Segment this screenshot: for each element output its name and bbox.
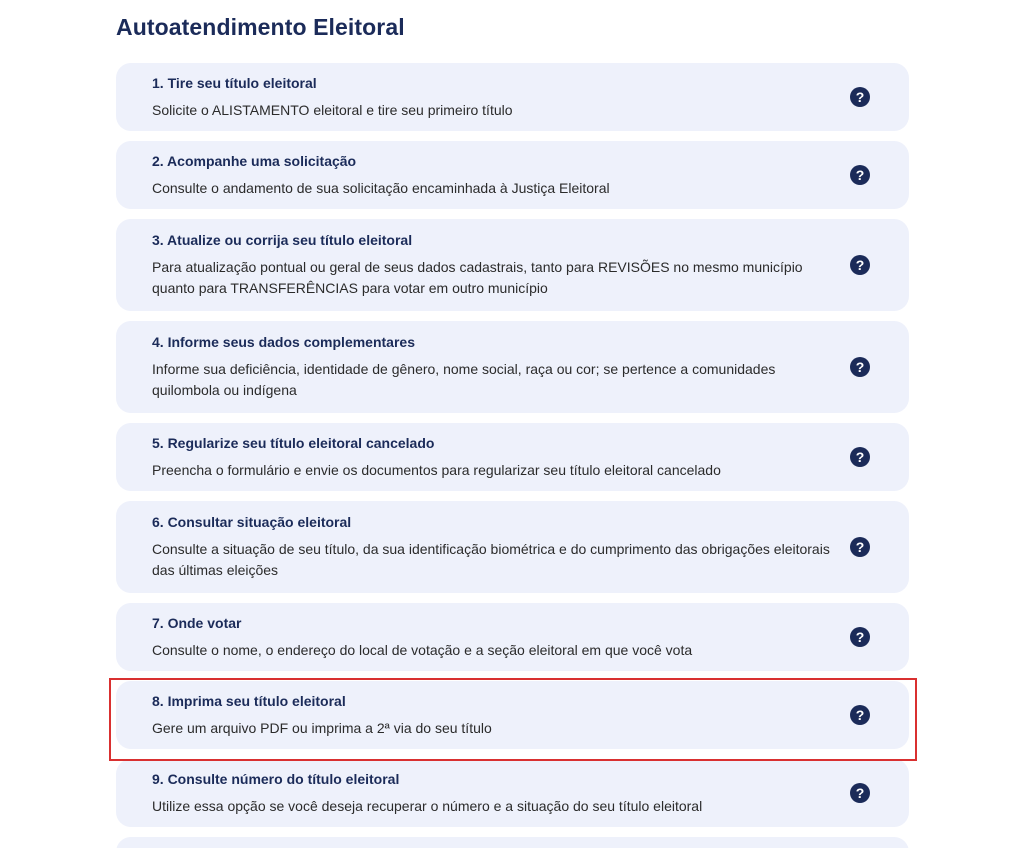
question-circle-icon[interactable]: ? [850, 357, 870, 377]
question-circle-icon[interactable]: ? [850, 255, 870, 275]
service-card-acompanhe-solicitacao[interactable] [116, 141, 909, 209]
service-title: 4. Informe seus dados complementares [152, 334, 415, 350]
service-description: Gere um arquivo PDF ou imprima a 2ª via do seu título [152, 720, 492, 736]
service-card-next-partial[interactable] [116, 837, 909, 848]
service-title: 2. Acompanhe uma solicitação [152, 153, 357, 169]
page-title: Autoatendimento Eleitoral [116, 14, 405, 40]
service-title: 9. Consulte número do título eleitoral [152, 771, 400, 787]
question-circle-icon[interactable]: ? [850, 705, 870, 725]
service-card-numero-titulo[interactable] [116, 759, 909, 827]
service-title: 6. Consultar situação eleitoral [152, 514, 352, 530]
question-circle-icon[interactable]: ? [850, 537, 870, 557]
service-description: Consulte a situação de seu título, da sua identificação biométrica e do cumprimento das obrigações eleitorais das últimas eleições [152, 541, 830, 578]
service-list [116, 63, 909, 848]
service-title: 5. Regularize seu título eleitoral cancelado [152, 435, 435, 451]
service-card-onde-votar[interactable] [116, 603, 909, 671]
service-title: 1. Tire seu título eleitoral [152, 75, 317, 91]
service-card-situacao-eleitoral[interactable] [116, 501, 909, 593]
service-title: 8. Imprima seu título eleitoral [152, 693, 346, 709]
service-title: 7. Onde votar [152, 615, 242, 631]
question-circle-icon[interactable]: ? [850, 627, 870, 647]
service-description: Solicite o ALISTAMENTO eleitoral e tire seu primeiro título [152, 102, 513, 118]
service-description: Utilize essa opção se você deseja recuperar o número e a situação do seu título eleitoral [152, 798, 703, 814]
service-card-tire-titulo[interactable] [116, 63, 909, 131]
service-description: Consulte o nome, o endereço do local de votação e a seção eleitoral em que você vota [152, 642, 693, 658]
question-circle-icon[interactable]: ? [850, 165, 870, 185]
service-description: Informe sua deficiência, identidade de gênero, nome social, raça ou cor; se pertence a comunidades quilombola ou indígena [152, 361, 776, 398]
question-circle-icon[interactable]: ? [850, 87, 870, 107]
service-card-imprima-titulo[interactable] [116, 681, 909, 749]
question-circle-icon[interactable]: ? [850, 783, 870, 803]
service-title: 3. Atualize ou corrija seu título eleitoral [152, 232, 413, 248]
service-card-regularize-titulo[interactable] [116, 423, 909, 491]
service-description: Consulte o andamento de sua solicitação encaminhada à Justiça Eleitoral [152, 180, 610, 196]
service-description: Preencha o formulário e envie os documentos para regularizar seu título eleitoral cancelado [152, 462, 721, 478]
service-description: Para atualização pontual ou geral de seus dados cadastrais, tanto para REVISÕES no mesmo município quanto para TRANSFERÊNCIAS para votar em outro município [152, 259, 803, 296]
question-circle-icon[interactable]: ? [850, 447, 870, 467]
service-card-dados-complementares[interactable] [116, 321, 909, 413]
service-card-atualize-titulo[interactable] [116, 219, 909, 311]
